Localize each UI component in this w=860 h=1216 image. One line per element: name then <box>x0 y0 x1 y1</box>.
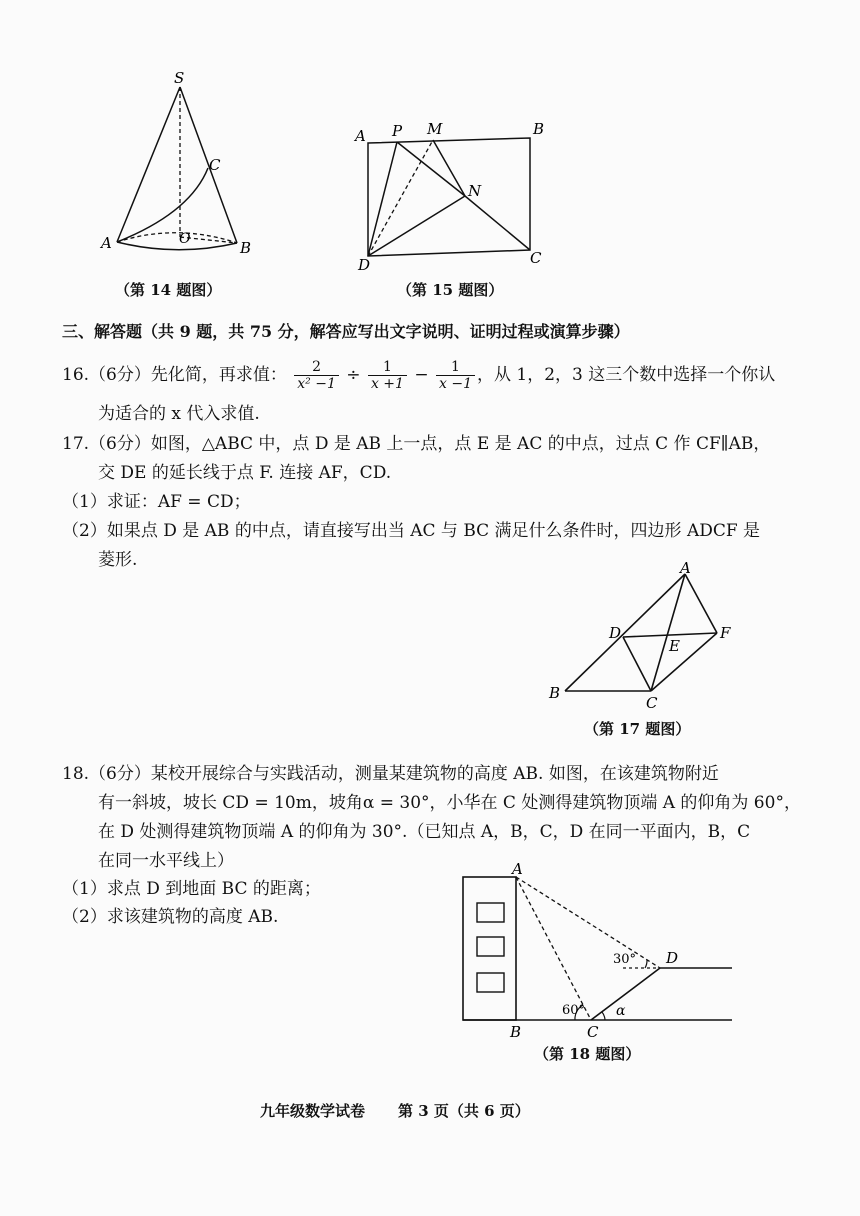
q17-part2b: 菱形. <box>98 550 138 570</box>
footer-title: 九年级数学试卷 <box>260 1102 366 1120</box>
fig17-label-e: E <box>669 637 680 655</box>
q16-fraction-2 <box>368 359 407 392</box>
q18-line3: 在 D 处测得建筑物顶端 A 的仰角为 30°.（已知点 A，B，C，D 在同一平面内，B，C <box>98 822 751 842</box>
q16-op-minus: − <box>414 365 429 385</box>
fig15-label-m: M <box>427 120 443 138</box>
q18-part1: （1）求点 D 到地面 BC 的距离； <box>62 879 321 899</box>
fig17-label-b: B <box>549 684 561 702</box>
fig15-label-c: C <box>530 249 542 267</box>
q16-frac1-den: x² −1 <box>297 376 336 392</box>
q18-line1: 18.（6分）某校开展综合与实践活动，测量某建筑物的高度 AB. 如图，在该建筑物附近 <box>62 764 719 784</box>
section-heading: 三、解答题（共 9 题，共 75 分，解答应写出文字说明、证明过程或演算步骤） <box>62 322 630 341</box>
fig18-label-d: D <box>666 949 679 967</box>
fig14-label-b: B <box>240 239 252 257</box>
figure-15 <box>350 118 550 273</box>
q16-fraction-1 <box>294 359 339 392</box>
q18-line4: 在同一水平线上） <box>98 851 234 871</box>
q16-number: 16. <box>62 365 90 385</box>
q18-line2: 有一斜坡，坡长 CD = 10m，坡角α = 30°，小华在 C 处测得建筑物顶端 A 的仰角为 60°， <box>98 793 801 813</box>
q16-frac2-num: 1 <box>368 359 407 376</box>
fig18-angle-alpha: α <box>616 1003 626 1019</box>
fig15-label-n: N <box>468 182 482 200</box>
fig17-label-d: D <box>609 624 622 642</box>
q16-line1 <box>62 359 775 392</box>
q16-tail: ，从 1，2，3 这三个数中选择一个你认 <box>476 365 776 385</box>
footer-page-number: 第 3 页（共 6 页） <box>398 1102 530 1120</box>
fig18-angle-60: 60° <box>562 1003 586 1018</box>
fig18-label-b: B <box>510 1023 522 1040</box>
fig14-label-a: A <box>101 234 112 252</box>
fig15-label-b: B <box>533 120 545 138</box>
fig17-caption: （第 17 题图） <box>584 720 691 738</box>
figure-14 <box>95 65 270 270</box>
fig15-caption: （第 15 题图） <box>397 281 504 299</box>
fig17-label-c: C <box>646 694 658 712</box>
fig15-label-a: A <box>355 127 366 145</box>
fig17-label-f: F <box>720 624 731 642</box>
fig14-caption: （第 14 题图） <box>115 281 222 299</box>
q16-frac3-num: 1 <box>436 359 475 376</box>
q16-line2: 为适合的 x 代入求值. <box>98 404 260 424</box>
q16-frac3-den: x −1 <box>439 376 472 392</box>
fig18-label-a: A <box>512 860 523 878</box>
q17-part1: （1）求证：AF = CD； <box>62 492 251 512</box>
figure-18 <box>455 860 740 1040</box>
q17-line2: 交 DE 的延长线于点 F. 连接 AF，CD. <box>98 463 392 483</box>
q16-frac1-num: 2 <box>294 359 339 376</box>
fig14-label-s: S <box>174 69 185 87</box>
q17-line1: 17.（6分）如图，△ABC 中，点 D 是 AB 上一点，点 E 是 AC 的中点，过点 C 作 CF∥AB， <box>62 434 771 454</box>
fig18-caption: （第 18 题图） <box>534 1045 641 1063</box>
fig14-label-o: O <box>179 231 191 247</box>
q18-part2: （2）求该建筑物的高度 AB. <box>62 907 279 927</box>
q16-intro: （6分）先化简，再求值： <box>89 365 287 385</box>
q16-op-divide: ÷ <box>346 365 361 385</box>
fig17-label-a: A <box>680 562 691 577</box>
q16-frac2-den: x +1 <box>370 376 404 392</box>
fig15-label-d: D <box>358 256 371 273</box>
q17-part2: （2）如果点 D 是 AB 的中点，请直接写出当 AC 与 BC 满足什么条件时，四边形 ADCF 是 <box>62 521 761 541</box>
q16-fraction-3 <box>436 359 475 392</box>
figure-17 <box>545 562 745 712</box>
fig18-label-c: C <box>587 1023 599 1040</box>
fig15-label-p: P <box>392 122 403 140</box>
fig14-label-c: C <box>209 156 221 174</box>
fig18-angle-30: 30° <box>613 952 637 967</box>
